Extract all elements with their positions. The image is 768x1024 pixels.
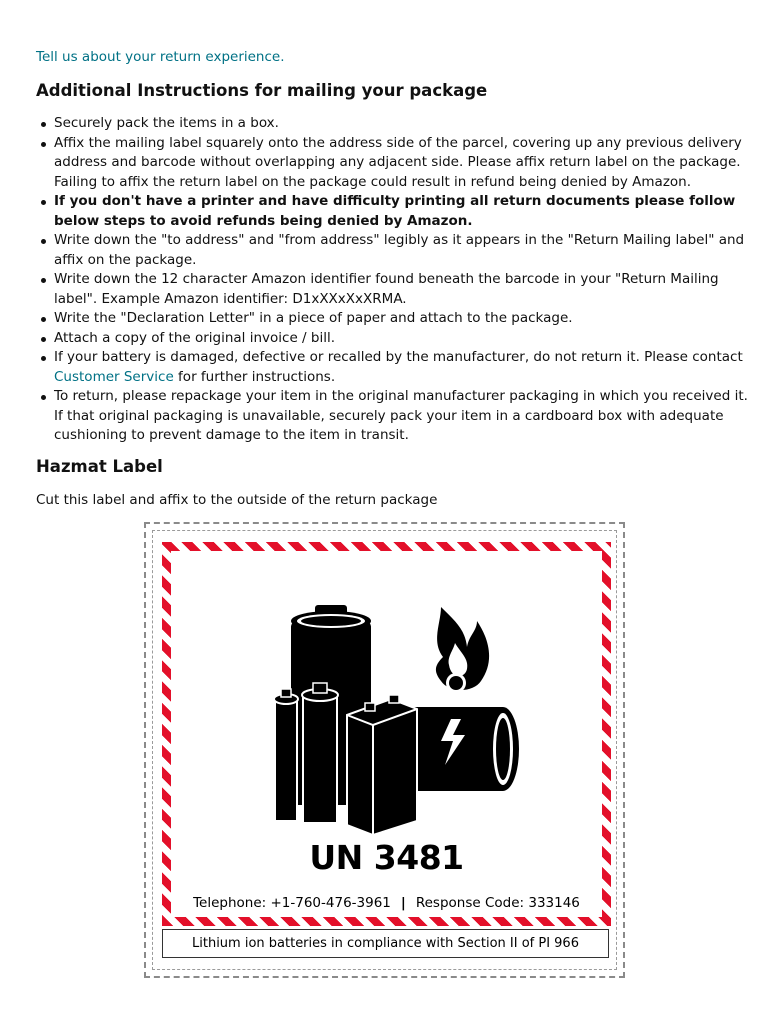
hazard-label-body bbox=[171, 551, 602, 917]
list-item: Write down the 12 character Amazon identifier found beneath the barcode in your "Return Mailing label". Example Amazon identifier: D1xXXxXxXRMA. bbox=[54, 270, 754, 309]
customer-service-link[interactable]: Customer Service bbox=[54, 368, 174, 385]
hazmat-telephone: Telephone: +1-760-476-3961 bbox=[193, 895, 391, 911]
list-item: Securely pack the items in a box. bbox=[54, 114, 754, 134]
contact-separator: | bbox=[400, 895, 406, 911]
compliance-statement: Lithium ion batteries in compliance with Section II of PI 966 bbox=[162, 929, 609, 958]
mailing-instructions-heading: Additional Instructions for mailing your package bbox=[36, 81, 488, 100]
hazmat-contact-line bbox=[171, 895, 602, 911]
list-item: Write down the "to address" and "from address" legibly as it appears in the "Return Mailing label" and affix on the package. bbox=[54, 231, 754, 270]
hazmat-label-cutout bbox=[144, 522, 625, 978]
hazard-stripe-border bbox=[162, 542, 611, 926]
list-item-damaged-battery bbox=[54, 348, 754, 387]
list-item: Affix the mailing label squarely onto the address side of the parcel, covering up any previous delivery address and barcode without overlapping any adjacent side. Please affix return label on the package. Failing to affix the return label on the package could result in refund being denied by Amazon. bbox=[54, 134, 754, 193]
mailing-instructions-list bbox=[36, 114, 754, 446]
un-number: UN 3481 bbox=[309, 838, 464, 877]
hazmat-cut-instruction: Cut this label and affix to the outside of the return package bbox=[36, 492, 438, 508]
list-item: To return, please repackage your item in the original manufacturer packaging in which you received it. If that original packaging is unavailable, securely pack your item in a cardboard box with adequate cushioning to prevent damage to the item in transit. bbox=[54, 387, 754, 446]
hazmat-response-code: Response Code: 333146 bbox=[415, 895, 580, 911]
damaged-battery-text-end: for further instructions. bbox=[173, 368, 336, 385]
hazmat-label-heading: Hazmat Label bbox=[36, 457, 163, 476]
list-item-printer-warning: If you don't have a printer and have difficulty printing all return documents please follow below steps to avoid refunds being denied by Amazon. bbox=[54, 192, 754, 231]
lithium-battery-fire-icon bbox=[263, 603, 523, 843]
damaged-battery-text: If your battery is damaged, defective or recalled by the manufacturer, do not return it. Please contact bbox=[54, 349, 743, 365]
list-item: Attach a copy of the original invoice / bill. bbox=[54, 329, 754, 349]
return-feedback-link[interactable]: Tell us about your return experience. bbox=[36, 49, 285, 65]
list-item: Write the "Declaration Letter" in a piece of paper and attach to the package. bbox=[54, 309, 754, 329]
